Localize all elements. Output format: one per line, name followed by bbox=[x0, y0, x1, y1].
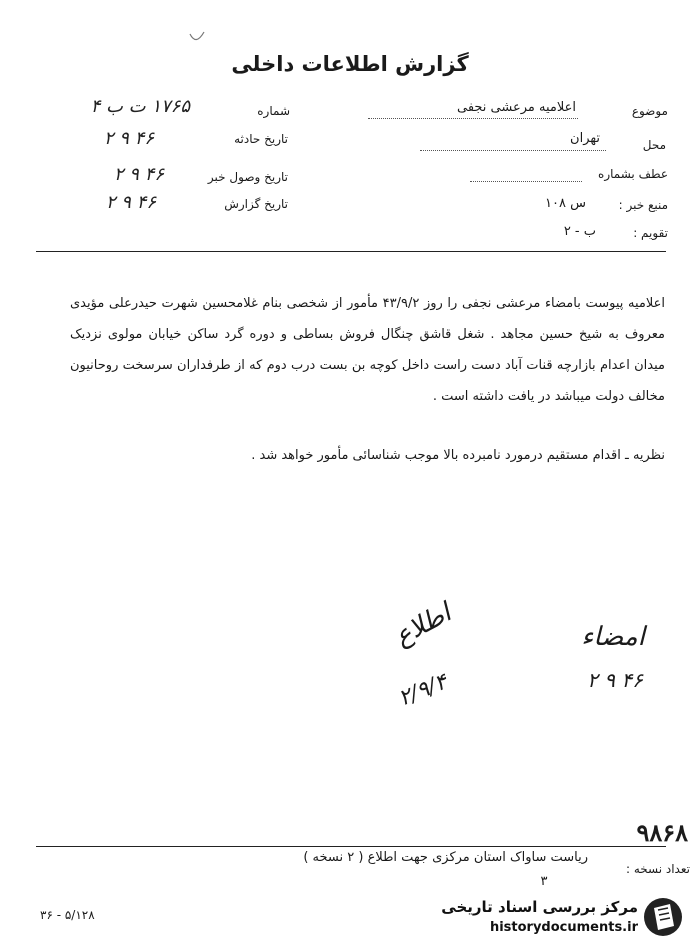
signature-date: ۲ ۹ ۴۶ bbox=[587, 668, 643, 692]
handwritten-note-date: ۲/۹/۴ bbox=[395, 669, 451, 712]
header-divider bbox=[36, 251, 666, 252]
handwritten-note: اطلاع bbox=[389, 597, 457, 653]
file-number: ۹۸۶۸ bbox=[636, 818, 688, 847]
watermark-logo-icon bbox=[640, 892, 686, 942]
subject-label: موضوع bbox=[631, 104, 668, 118]
number-value: ۱۷۶۵ ت ب ۴ bbox=[90, 96, 190, 117]
copies-label: تعداد نسخه : bbox=[625, 862, 690, 876]
report-body: اعلامیه پیوست بامضاء مرعشی نجفی را روز ۴۳/۹/۲ مأمور از شخصی بنام غلامحسین شهرت حیدرعلی مؤیدی معروف به شیخ حسین مجاهد . شغل قاشق چنگال فروش بساطی و دوره گرد ساکن خیابان مولوی نزدیک میدان اعدام بازارچه قنات آباد دست راست داخل کوچه بن بست درب دوم که از طرفداران سرسخت روحانیون مخالف دولت میباشد در یافت داشته است . bbox=[70, 296, 665, 404]
location-underline bbox=[420, 150, 606, 151]
source-label: منبع خبر : bbox=[618, 198, 668, 212]
distribution-text: ریاست ساواک استان مرکزی جهت اطلاع ( ۲ نسخه ) bbox=[303, 850, 588, 865]
location-value: تهران bbox=[570, 131, 600, 146]
receipt-date-value: ۲ ۹ ۴۶ bbox=[113, 164, 164, 185]
reference-underline bbox=[470, 181, 582, 182]
incident-date-label: تاریخ حادثه bbox=[234, 132, 288, 146]
report-date-value: ۲ ۹ ۴۶ bbox=[105, 192, 156, 213]
copies-value: ۳ bbox=[540, 874, 548, 889]
signature: امضاء bbox=[581, 622, 645, 652]
rating-label: تقویم : bbox=[633, 226, 668, 240]
subject-underline bbox=[368, 118, 578, 119]
scribble-mark bbox=[186, 28, 208, 50]
footer-divider bbox=[36, 846, 666, 847]
form-code: ۳۶ - ۵/۱۲۸ bbox=[40, 908, 95, 922]
subject-value: اعلامیه مرعشی نجفی bbox=[457, 100, 576, 115]
report-date-label: تاریخ گزارش bbox=[224, 197, 288, 211]
document-title: گزارش اطلاعات داخلی bbox=[231, 52, 469, 76]
rating-value: ب - ۲ bbox=[563, 224, 596, 239]
source-value: س ۱۰۸ bbox=[545, 196, 586, 211]
number-label: شماره bbox=[257, 104, 290, 118]
location-label: محل bbox=[642, 138, 666, 152]
receipt-date-label: تاریخ وصول خبر bbox=[207, 170, 288, 184]
incident-date-value: ۲ ۹ ۴۶ bbox=[103, 128, 154, 149]
watermark-url: historydocuments.ir bbox=[489, 920, 638, 935]
watermark-title: مرکز بررسی اسناد تاریخی bbox=[441, 898, 638, 916]
opinion-text: نظریه ـ اقدام مستقیم درمورد نامبرده بالا موجب شناسائی مأمور خواهد شد . bbox=[251, 448, 665, 463]
reference-label: عطف بشماره bbox=[598, 167, 668, 181]
